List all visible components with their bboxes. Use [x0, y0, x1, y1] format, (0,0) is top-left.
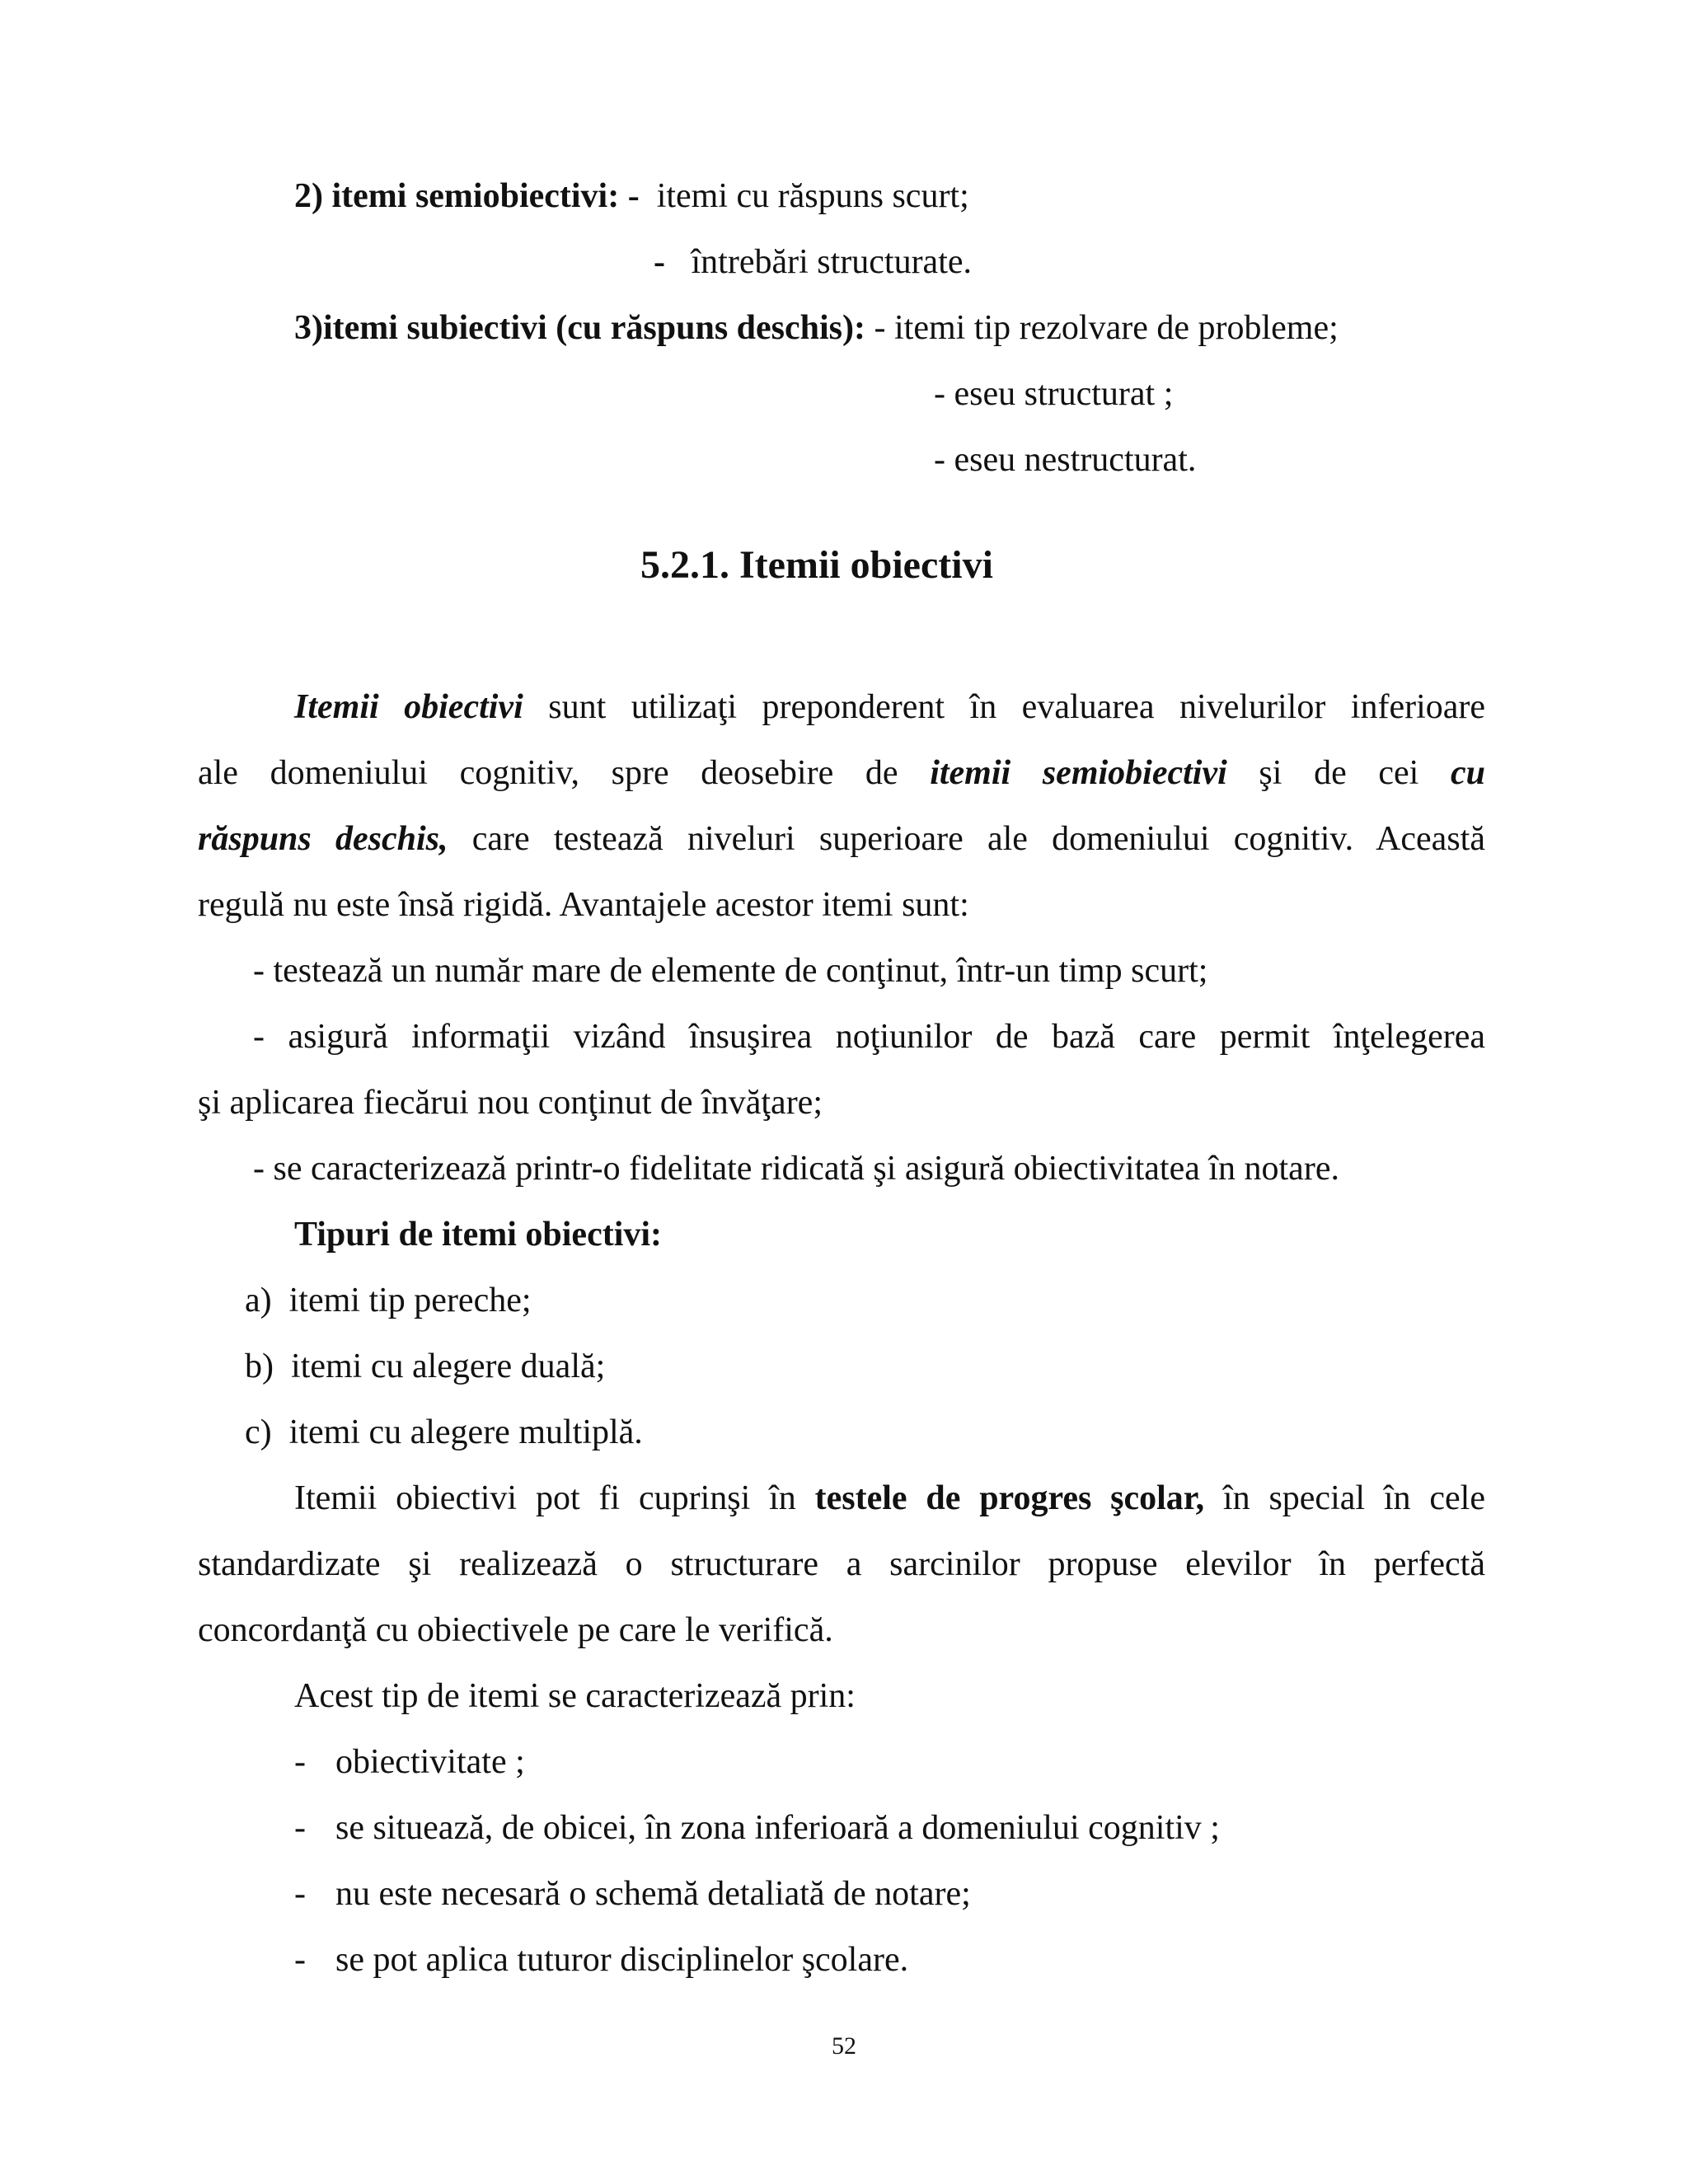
advantage-1: - testează un număr mare de elemente de conţinut, într-un timp scurt; [253, 952, 1208, 990]
type-marker: c) [245, 1413, 272, 1451]
semi-line-2 [654, 241, 972, 284]
advantage-2-line-1: - asigură informaţii vizând însuşirea noţiunilor de bază care permit înţelegerea [253, 1018, 1485, 1056]
intro-line-2 [198, 752, 1485, 794]
semi-item-1: itemi cu răspuns scurt; [656, 177, 969, 215]
type-item-a [245, 1279, 532, 1322]
intro-text-1: sunt utilizaţi preponderent în evaluarea nivelurilor inferioare [523, 688, 1486, 726]
intro-line-4: regulă nu este însă rigidă. Avantajele acestor itemi sunt: [198, 886, 969, 924]
subj-line-1 [294, 307, 1339, 349]
type-text: itemi tip pereche; [288, 1282, 532, 1319]
semi-item-2-dash: - [654, 243, 665, 281]
types-title: Tipuri de itemi obiectivi: [294, 1216, 663, 1254]
page-number: 52 [832, 2032, 856, 2060]
characteristic-text: se pot aplica tuturor disciplinelor şcolare. [335, 1941, 909, 1979]
list-dash: - [294, 1875, 306, 1913]
advantage-2-line-2: şi aplicarea fiecărui nou conţinut de învăţare; [198, 1084, 823, 1122]
characteristic-text: nu este necesară o schemă detaliată de notare; [335, 1875, 971, 1913]
subj-item-2: - eseu structurat ; [934, 375, 1174, 413]
advantage-3: - se caracterizează printr-o fidelitate ridicată şi asigură obiectivitatea în notare. [253, 1150, 1339, 1188]
semi-item-2: întrebări structurate. [691, 243, 973, 281]
intro-text-2: ale domeniului cognitiv, spre deosebire de [198, 754, 931, 792]
subj-title: 3)itemi subiectivi (cu răspuns deschis): [294, 309, 865, 347]
progress-line-1 [198, 1477, 1485, 1520]
progress-text-1: Itemii obiectivi pot fi cuprinşi în [294, 1479, 815, 1517]
subj-item-3: - eseu nestructurat. [934, 441, 1197, 479]
term-testele-de-progres: testele de progres şcolar, [814, 1479, 1205, 1517]
list-dash: - [294, 1809, 306, 1847]
type-text: itemi cu alegere multiplă. [288, 1413, 643, 1451]
term-itemii-semiobiectivi: itemii semiobiectivi [930, 754, 1227, 792]
intro-text-4: care testează niveluri superioare ale domeniului cognitiv. Această [448, 820, 1485, 858]
subj-item-1: - itemi tip rezolvare de probleme; [874, 309, 1339, 347]
list-dash: - [294, 1743, 306, 1781]
characteristic-item [294, 1741, 525, 1783]
characteristics-intro: Acest tip de itemi se caracterizează prin: [294, 1677, 856, 1715]
intro-line-1 [198, 686, 1485, 729]
characteristic-item [294, 1938, 908, 1981]
type-item-c [245, 1411, 643, 1454]
progress-text-2: în special în cele [1204, 1479, 1485, 1517]
characteristic-text: obiectivitate ; [335, 1743, 525, 1781]
intro-line-3 [198, 818, 1485, 860]
term-cu: cu [1451, 754, 1486, 792]
type-text: itemi cu alegere duală; [291, 1347, 606, 1385]
term-itemii-obiectivi: Itemii obiectivi [294, 688, 523, 726]
characteristic-item [294, 1872, 971, 1915]
list-dash: - [294, 1941, 306, 1979]
characteristic-item [294, 1807, 1220, 1849]
semi-title: 2) itemi semiobiectivi: - [294, 177, 640, 215]
type-marker: b) [245, 1347, 274, 1385]
type-marker: a) [245, 1282, 272, 1319]
term-raspuns-deschis: răspuns deschis, [198, 820, 448, 858]
progress-line-3: concordanţă cu obiectivele pe care le verifică. [198, 1611, 833, 1649]
section-heading: 5.2.1. Itemii obiectivi [640, 543, 993, 587]
progress-line-2: standardizate şi realizează o structurare a sarcinilor propuse elevilor în perfectă [198, 1545, 1485, 1583]
semi-line-1 [294, 175, 969, 218]
type-item-b [245, 1345, 605, 1388]
characteristic-text: se situează, de obicei, în zona inferioară a domeniului cognitiv ; [335, 1809, 1220, 1847]
intro-text-3: şi de cei [1226, 754, 1451, 792]
